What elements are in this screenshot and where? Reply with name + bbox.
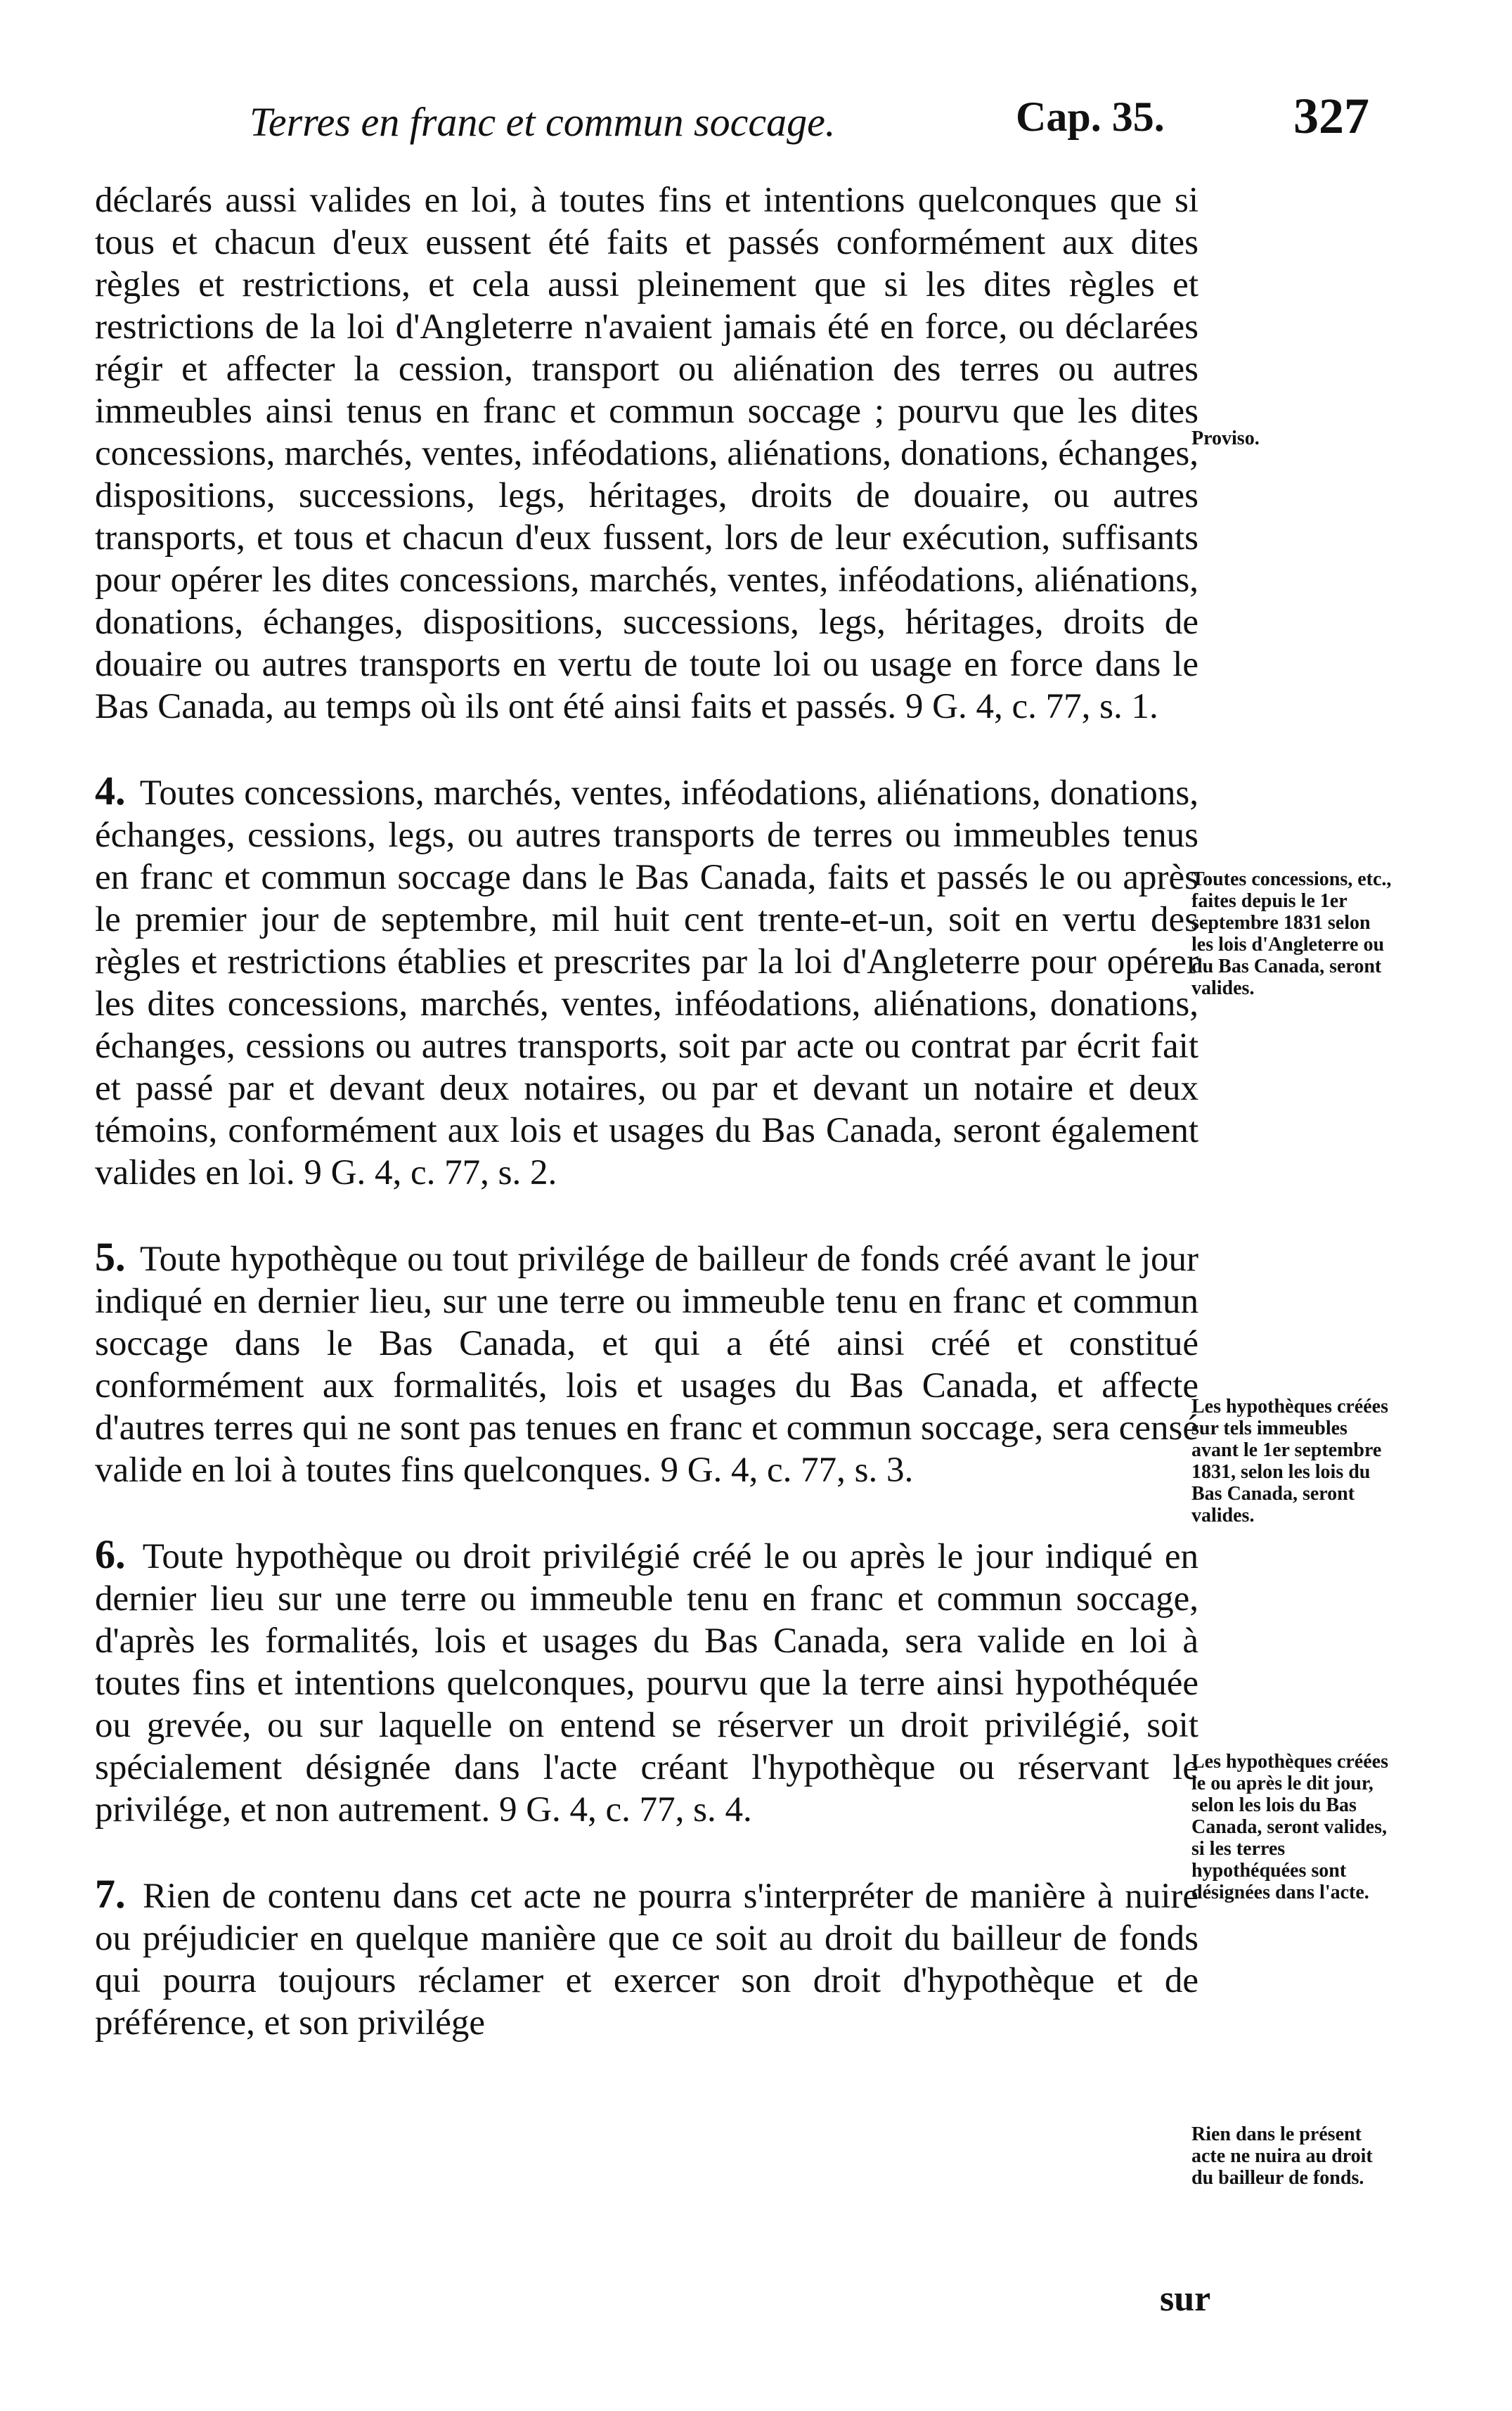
section-number: 7.	[95, 1871, 126, 1917]
margin-note-section-7: Rien dans le présent acte ne nuira au droit du bailleur de fonds.	[1191, 2123, 1373, 2189]
section-4	[95, 770, 1198, 1194]
section-number: 4.	[95, 768, 126, 814]
running-title: Terres en franc et commun soccage.	[250, 99, 836, 145]
margin-note-section-5: Les hypothèques créées sur tels immeubles avant le 1er septembre 1831, selon les lois du Bas Canada, seront valides.	[1191, 1396, 1388, 1526]
chapter-number: Cap. 35.	[1016, 94, 1165, 140]
running-head	[0, 84, 1512, 155]
section-text: Rien de contenu dans cet acte ne pourra s'interpréter de manière à nuire ou préjudicier en quelque manière que ce soit au droit du bailleur de fonds qui pourra toujours réclamer et exercer son droit d'hypothèque et de préférence, et son privilége	[95, 1877, 1199, 2043]
section-number: 6.	[95, 1531, 126, 1577]
section-5	[95, 1236, 1198, 1491]
section-6	[95, 1531, 1198, 1831]
section-text: Toute hypothèque ou droit privilégié créé le ou après le jour indiqué en dernier lieu sur une terre ou immeuble tenu en franc et commun soccage, d'après les formalités, lois et usages du Bas Canada, sera valide en loi à toutes fins et intentions quelconques, pourvu que la terre ainsi hypothéquée ou grevée, ou sur laquelle on entend se réserver un droit privilégié, soit spécialement désignée dans l'acte créant l'hypothèque ou réservant le privilége, et non autrement. 9 G. 4, c. 77, s. 4.	[95, 1537, 1198, 1830]
section-text: Toute hypothèque ou tout privilége de bailleur de fonds créé avant le jour indiqué en dernier lieu, sur une terre ou immeuble tenu en franc et commun soccage dans le Bas Canada, et qui a été ainsi créé et constitué conformément aux formalités, lois et usages du Bas Canada, et affecte d'autres terres qui ne sont pas tenues en franc et commun soccage, sera censé valide en loi à toutes fins quelconques. 9 G. 4, c. 77, s. 3.	[95, 1240, 1198, 1490]
section-continuation	[95, 179, 1198, 728]
margin-note-section-6: Les hypothèques créées le ou après le dit jour, selon les lois du Bas Canada, seront valides, si les terres hypothéquées sont désignées dans l'acte.	[1191, 1751, 1388, 1903]
section-7	[95, 1873, 1198, 2044]
margin-note-section-4: Toutes concessions, etc., faites depuis le 1er septembre 1831 selon les lois d'Angleterre ou du Bas Canada, seront valides.	[1191, 868, 1392, 999]
page-number: 327	[1293, 88, 1369, 144]
catchword: sur	[1160, 2279, 1211, 2319]
section-number: 5.	[95, 1234, 126, 1280]
margin-note-proviso: Proviso.	[1191, 427, 1260, 449]
body-text	[95, 179, 1198, 2044]
section-text: déclarés aussi valides en loi, à toutes fins et intentions quelconques que si tous et chacun d'eux eussent été faits et passés conformément aux dites règles et restrictions, et cela aussi pleinement que si les dites règles et restrictions de la loi d'Angleterre n'avaient jamais été en force, ou déclarées régir et affecter la cession, transport ou aliénation des terres ou autres immeubles ainsi tenus en franc et commun soccage ; pourvu que les dites concessions, marchés, ventes, inféodations, aliénations, donations, échanges, dispositions, successions, legs, héritages, droits de douaire, ou autres transports, et tous et chacun d'eux fussent, lors de leur exécution, suffisants pour opérer les dites concessions, marchés, ventes, inféodations, aliénations, donations, échanges, dispositions, successions, legs, héritages, droits de douaire ou autres transports en vertu de toute loi ou usage en force dans le Bas Canada, au temps où ils ont été ainsi faits et passés. 9 G. 4, c. 77, s. 1.	[95, 181, 1198, 726]
section-text: Toutes concessions, marchés, ventes, inféodations, aliénations, donations, échanges, cessions, legs, ou autres transports de terres ou immeubles tenus en franc et commun soccage dans le Bas Canada, faits et passés le ou après le premier jour de septembre, mil huit cent trente-et-un, soit en vertu des règles et restrictions établies et prescrites par la loi d'Angleterre pour opérer les dites concessions, marchés, ventes, inféodations, aliénations, donations, échanges, cessions ou autres transports, soit par acte ou contrat par écrit fait et passé par et devant deux notaires, ou par et devant un notaire et deux témoins, conformément aux lois et usages du Bas Canada, seront également valides en loi. 9 G. 4, c. 77, s. 2.	[95, 773, 1198, 1192]
